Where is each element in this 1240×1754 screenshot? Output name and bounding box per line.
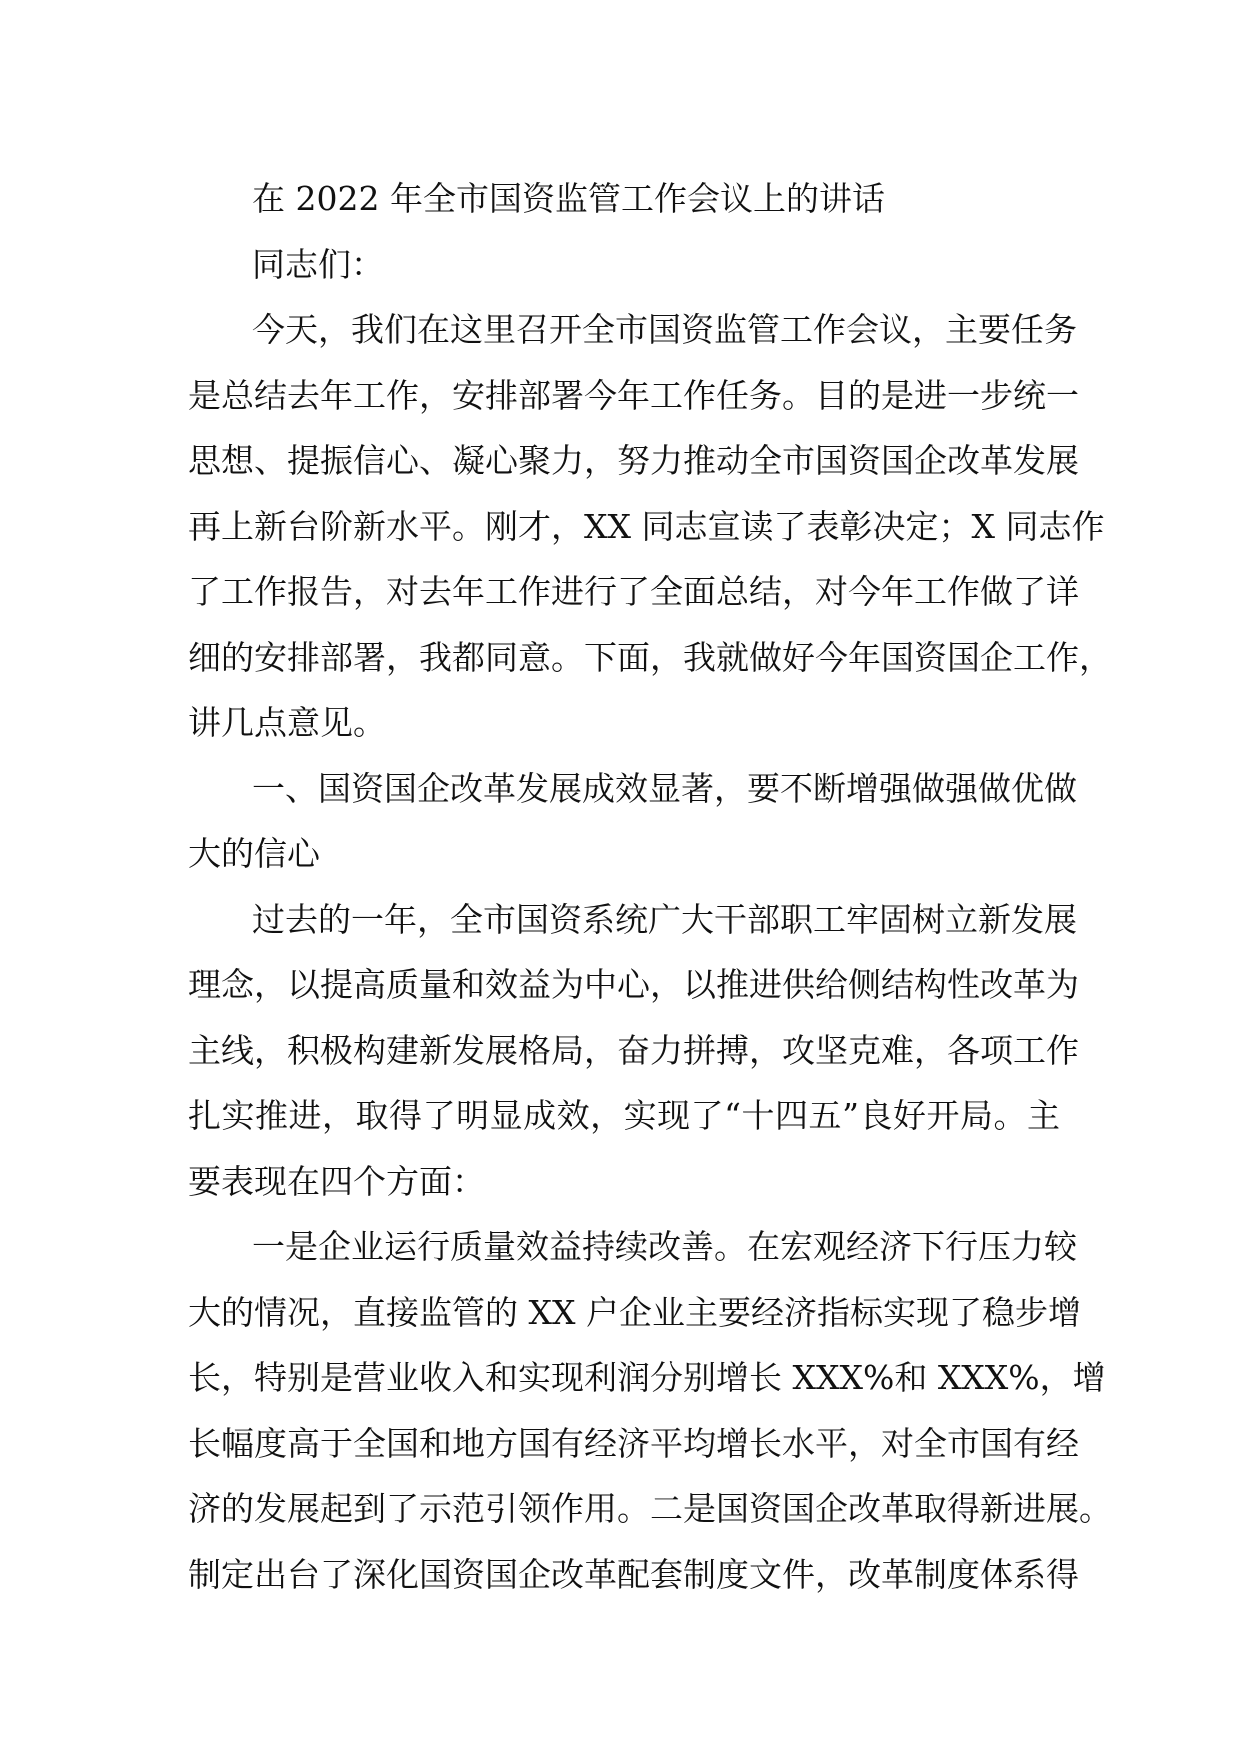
text-line: 大的信心 [188, 834, 320, 873]
text-line: 扎实推进，取得了明显成效，实现了“十四五”良好开局。主 [188, 1096, 1060, 1135]
document-title: 在 2022 年全市国资监管工作会议上的讲话 [252, 179, 885, 218]
text-line: 济的发展起到了示范引领作用。二是国资国企改革取得新进展。 [188, 1489, 1112, 1528]
text-line: 是总结去年工作，安排部署今年工作任务。目的是进一步统一 [188, 375, 1079, 415]
text-line: 长，特别是营业收入和实现利润分别增长 XXX%和 XXX%，增 [188, 1358, 1106, 1397]
text-line: 了工作报告，对去年工作进行了全面总结，对今年工作做了详 [188, 572, 1079, 611]
text-line: 再上新台阶新水平。刚才，XX 同志宣读了表彰决定；X 同志作 [188, 506, 1105, 546]
text-line: 过去的一年，全市国资系统广大干部职工牢固树立新发展 [252, 899, 1077, 939]
text-line: 讲几点意见。 [188, 703, 386, 742]
document-body [188, 166, 1112, 1607]
text-line: 思想、提振信心、凝心聚力，努力推动全市国资国企改革发展 [188, 441, 1079, 480]
text-line: 要表现在四个方面： [188, 1161, 485, 1201]
text-line: 一是企业运行质量效益持续改善。在宏观经济下行压力较 [252, 1227, 1077, 1266]
text-line: 今天，我们在这里召开全市国资监管工作会议，主要任务 [252, 310, 1077, 349]
text-line: 长幅度高于全国和地方国有经济平均增长水平，对全市国有经 [188, 1423, 1079, 1463]
text-line: 制定出台了深化国资国企改革配套制度文件，改革制度体系得 [188, 1554, 1079, 1594]
speech-text [188, 297, 1112, 1607]
text-line: 细的安排部署，我都同意。下面，我就做好今年国资国企工作， [188, 637, 1112, 677]
text-line: 理念，以提高质量和效益为中心，以推进供给侧结构性改革为 [188, 965, 1079, 1004]
text-line: 主线，积极构建新发展格局，奋力拼搏，攻坚克难，各项工作 [188, 1030, 1079, 1070]
text-line: 一、国资国企改革发展成效显著，要不断增强做强做优做 [252, 768, 1077, 808]
text-line: 大的情况，直接监管的 XX 户企业主要经济指标实现了稳步增 [188, 1292, 1081, 1332]
salutation: 同志们： [252, 244, 384, 284]
